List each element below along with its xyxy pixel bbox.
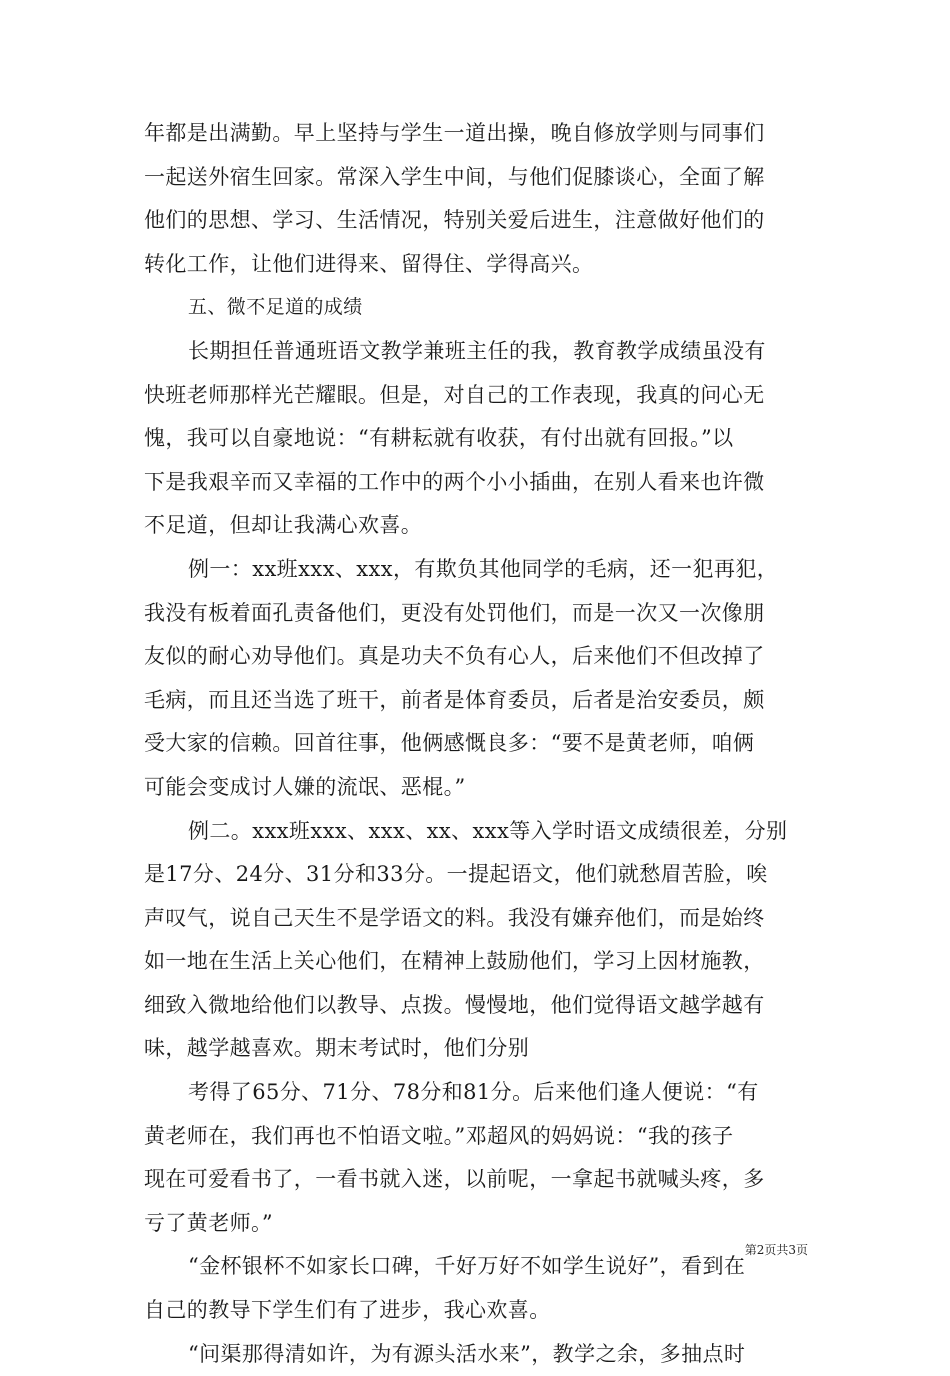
text-line: 长期担任普通班语文教学兼班主任的我，教育教学成绩虽没有 xyxy=(188,338,766,363)
text-line: 我没有板着面孔责备他们，更没有处罚他们，而是一次又一次像朋 xyxy=(144,600,765,625)
text-line: 是17分、24分、31分和33分。一提起语文，他们就愁眉苦脸，唉 xyxy=(144,862,768,887)
text-line: “金杯银杯不如家长口碑，千好万好不如学生说好”，看到在 xyxy=(188,1254,746,1279)
text-line: 考得了65分、71分、78分和81分。后来他们逢人便说：“有 xyxy=(188,1080,759,1105)
text-line: 他们的思想、学习、生活情况，特别关爱后进生，注意做好他们的 xyxy=(144,208,765,233)
text-line: 现在可爱看书了，一看书就入迷，以前呢，一拿起书就喊头疼，多 xyxy=(144,1167,765,1192)
text-line: 一起送外宿生回家。常深入学生中间，与他们促膝谈心，全面了解 xyxy=(144,164,765,189)
text-line: 亏了黄老师。” xyxy=(144,1210,274,1235)
text-line: 黄老师在，我们再也不怕语文啦。”邓超风的妈妈说：“我的孩子 xyxy=(144,1123,734,1148)
text-line: 例一：xx班xxx、xxx，有欺负其他同学的毛病，还一犯再犯， xyxy=(188,556,779,581)
text-line: 可能会变成讨人嫌的流氓、恶棍。” xyxy=(144,774,466,799)
text-line: “问渠那得清如许，为有源头活水来”，教学之余，多抽点时 xyxy=(188,1341,746,1366)
text-line: 毛病，而且还当选了班干，前者是体育委员，后者是治安委员，颇 xyxy=(144,687,765,712)
text-line: 如一地在生活上关心他们，在精神上鼓励他们，学习上因材施教， xyxy=(144,949,765,974)
text-line: 下是我艰辛而又幸福的工作中的两个小小插曲，在别人看来也许微 xyxy=(144,469,765,494)
page-number-footer: 第2页共3页 xyxy=(744,1243,808,1257)
text-line: 愧，我可以自豪地说：“有耕耘就有收获，有付出就有回报。”以 xyxy=(144,426,734,451)
text-line: 例二。xxx班xxx、xxx、xx、xxx等入学时语文成绩很差，分别 xyxy=(188,818,788,843)
text-line: 年都是出满勤。早上坚持与学生一道出操，晚自修放学则与同事们 xyxy=(144,121,765,145)
text-line: 转化工作，让他们进得来、留得住、学得高兴。 xyxy=(144,251,594,276)
document-body xyxy=(144,112,808,1376)
text-line: 自己的教导下学生们有了进步，我心欢喜。 xyxy=(144,1298,551,1323)
text-line: 不足道，但却让我满心欢喜。 xyxy=(144,513,423,538)
text-line: 声叹气，说自己天生不是学语文的料。我没有嫌弃他们，而是始终 xyxy=(144,905,765,930)
text-line: 味，越学越喜欢。期末考试时，他们分别 xyxy=(144,1036,530,1061)
text-line: 受大家的信赖。回首往事，他俩感慨良多：“要不是黄老师，咱俩 xyxy=(144,731,755,756)
section-heading: 五、微不足道的成绩 xyxy=(188,296,363,319)
text-line: 友似的耐心劝导他们。真是功夫不负有心人，后来他们不但改掉了 xyxy=(144,644,765,669)
text-line: 快班老师那样光芒耀眼。但是，对自己的工作表现，我真的问心无 xyxy=(144,382,765,407)
text-line: 细致入微地给他们以教导、点拨。慢慢地，他们觉得语文越学越有 xyxy=(144,992,765,1017)
